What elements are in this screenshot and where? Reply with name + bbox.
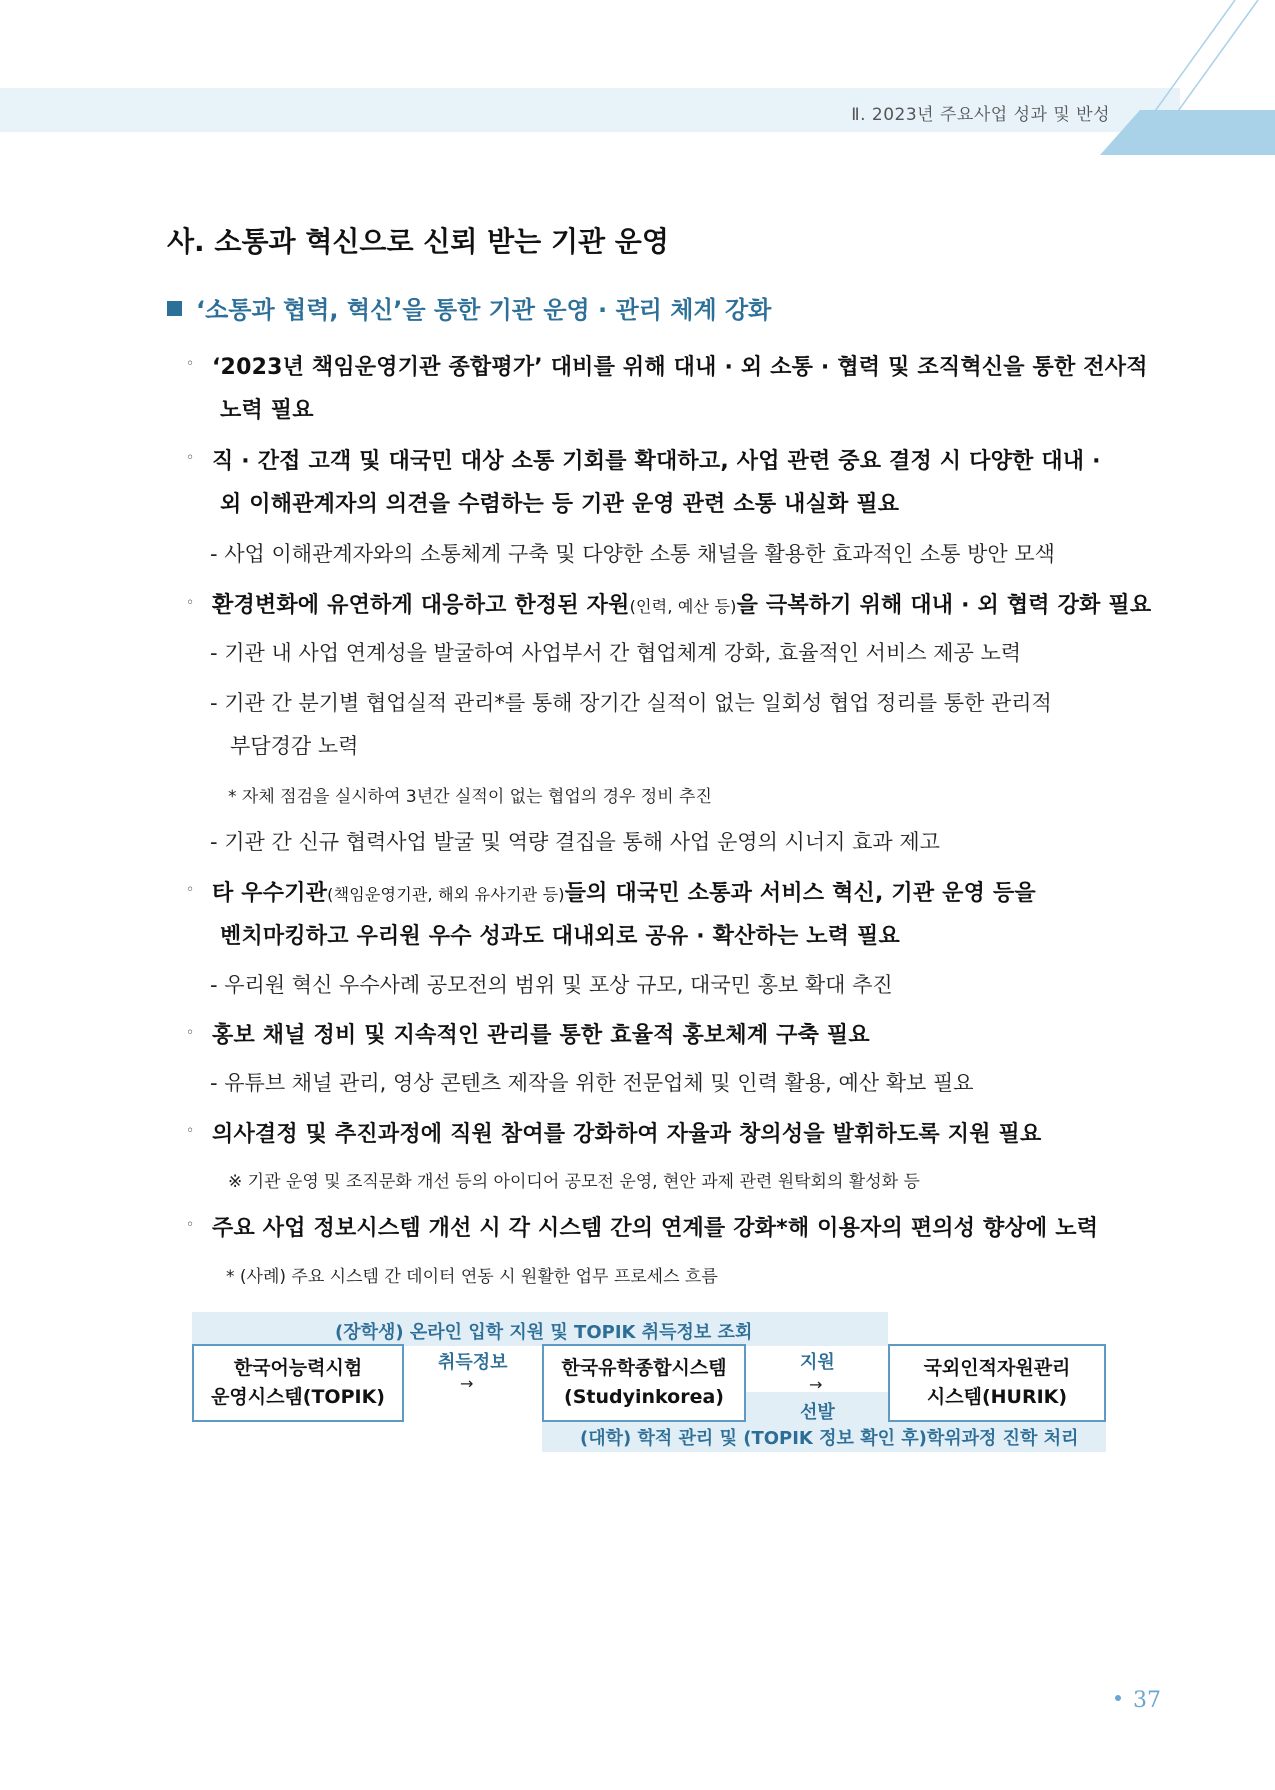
bullet-3-detail-3: - 기관 간 신규 협력사업 발굴 및 역량 결집을 통해 사업 운영의 시너지 효과 제고 [210,830,940,854]
bullet-2-line-2: 외 이해관계자의 의견을 수렴하는 등 기관 운영 관련 소통 내실화 필요 [220,492,900,517]
bullet-6-line-1: 의사결정 및 추진과정에 직원 참여를 강화하여 자율과 창의성을 발휘하도록 지원 필요 [212,1122,1042,1147]
bullet-4-line-2: 벤치마킹하고 우리원 우수 성과도 대내외로 공유 · 확산하는 노력 필요 [220,924,900,949]
bullet-3-detail-2-line-1: - 기관 간 분기별 협업실적 관리*를 통해 장기간 실적이 없는 일회성 협업 정리를 통한 관리적 [210,691,1052,715]
arrow-2-top-label: 지원 [800,1352,835,1373]
arrow-1-label: 취득정보 [438,1352,508,1373]
page-number-dot-icon [1115,1695,1121,1701]
bullet-icon: ◦ [186,1123,195,1139]
bullet-icon: ◦ [186,595,195,611]
hurik-system-box: 국외인적자원관리 시스템(HURIK) [888,1344,1106,1422]
bullet-icon: ◦ [186,450,195,466]
bullet-4-line-1: 타 우수기관(책임운영기관, 해외 유사기관 등)들의 대국민 소통과 서비스 혁신, 기관 운영 등을 [212,881,1036,906]
bullet-7-line-1: 주요 사업 정보시스템 개선 시 각 시스템 간의 연계를 강화*해 이용자의 편의성 향상에 노력 [212,1216,1099,1241]
chapter-header: Ⅱ. 2023년 주요사업 성과 및 반성 [851,105,1110,125]
bullet-1-line-2: 노력 필요 [220,398,314,423]
header-diagonal-decoration [0,0,1275,160]
bullet-icon: ◦ [186,1025,195,1041]
bullet-3-footnote: * 자체 점검을 실시하여 3년간 실적이 없는 협업의 경우 정비 추진 [228,787,712,807]
studyinkorea-system-box: 한국유학종합시스템 (Studyinkorea) [542,1344,746,1422]
bullet-4-detail-1: - 우리원 혁신 우수사례 공모전의 범위 및 포상 규모, 대국민 홍보 확대 추진 [210,973,893,997]
diagram-bottom-band-label: (대학) 학적 관리 및 (TOPIK 정보 확인 후)학위과정 진학 처리 [580,1428,1079,1449]
square-bullet-icon [167,301,182,316]
bullet-2-detail-1: - 사업 이해관계자와의 소통체계 구축 및 다양한 소통 채널을 활용한 효과적인 소통 방안 모색 [210,542,1055,566]
bullet-3-detail-1: - 기관 내 사업 연계성을 발굴하여 사업부서 간 협업체계 강화, 효율적인 서비스 제공 노력 [210,641,1022,665]
bullet-2-line-1: 직 · 간접 고객 및 대국민 대상 소통 기회를 확대하고, 사업 관련 중요 결정 시 다양한 대내 · [212,449,1101,474]
diagram-top-band-label: (장학생) 온라인 입학 지원 및 TOPIK 취득정보 조회 [335,1322,753,1343]
arrow-2-bottom-label: 선발 [800,1402,835,1423]
topik-system-box: 한국어능력시험 운영시스템(TOPIK) [192,1344,404,1422]
bullet-6-footnote: ※ 기관 운영 및 조직문화 개선 등의 아이디어 공모전 운영, 현안 과제 관련 원탁회의 활성화 등 [228,1172,920,1192]
bullet-3-detail-2-line-2: 부담경감 노력 [230,734,359,758]
bullet-7-footnote: * (사례) 주요 시스템 간 데이터 연동 시 원활한 업무 프로세스 흐름 [226,1267,718,1287]
bullet-icon: ◦ [186,882,195,898]
bullet-5-detail-1: - 유튜브 채널 관리, 영상 콘텐츠 제작을 위한 전문업체 및 인력 활용, 예산 확보 필요 [210,1071,974,1095]
bullet-3-line-1: 환경변화에 유연하게 대응하고 한정된 자원(인력, 예산 등)을 극복하기 위해 대내 · 외 협력 강화 필요 [212,593,1152,618]
bullet-icon: ◦ [186,1217,195,1233]
arrow-right-icon: → [460,1374,474,1393]
subsection-title: ‘소통과 협력, 혁신’을 통한 기관 운영 · 관리 체계 강화 [167,290,771,325]
bullet-5-line-1: 홍보 채널 정비 및 지속적인 관리를 통한 효율적 홍보체계 구축 필요 [212,1023,870,1048]
bullet-icon: ◦ [186,356,195,372]
page-number: 37 [1133,1688,1161,1713]
arrow-right-icon: → [809,1375,823,1394]
section-title: 사. 소통과 혁신으로 신뢰 받는 기관 운영 [167,225,669,258]
bullet-1-line-1: ‘2023년 책임운영기관 종합평가’ 대비를 위해 대내 · 외 소통 · 협력 및 조직혁신을 통한 전사적 [212,355,1148,380]
